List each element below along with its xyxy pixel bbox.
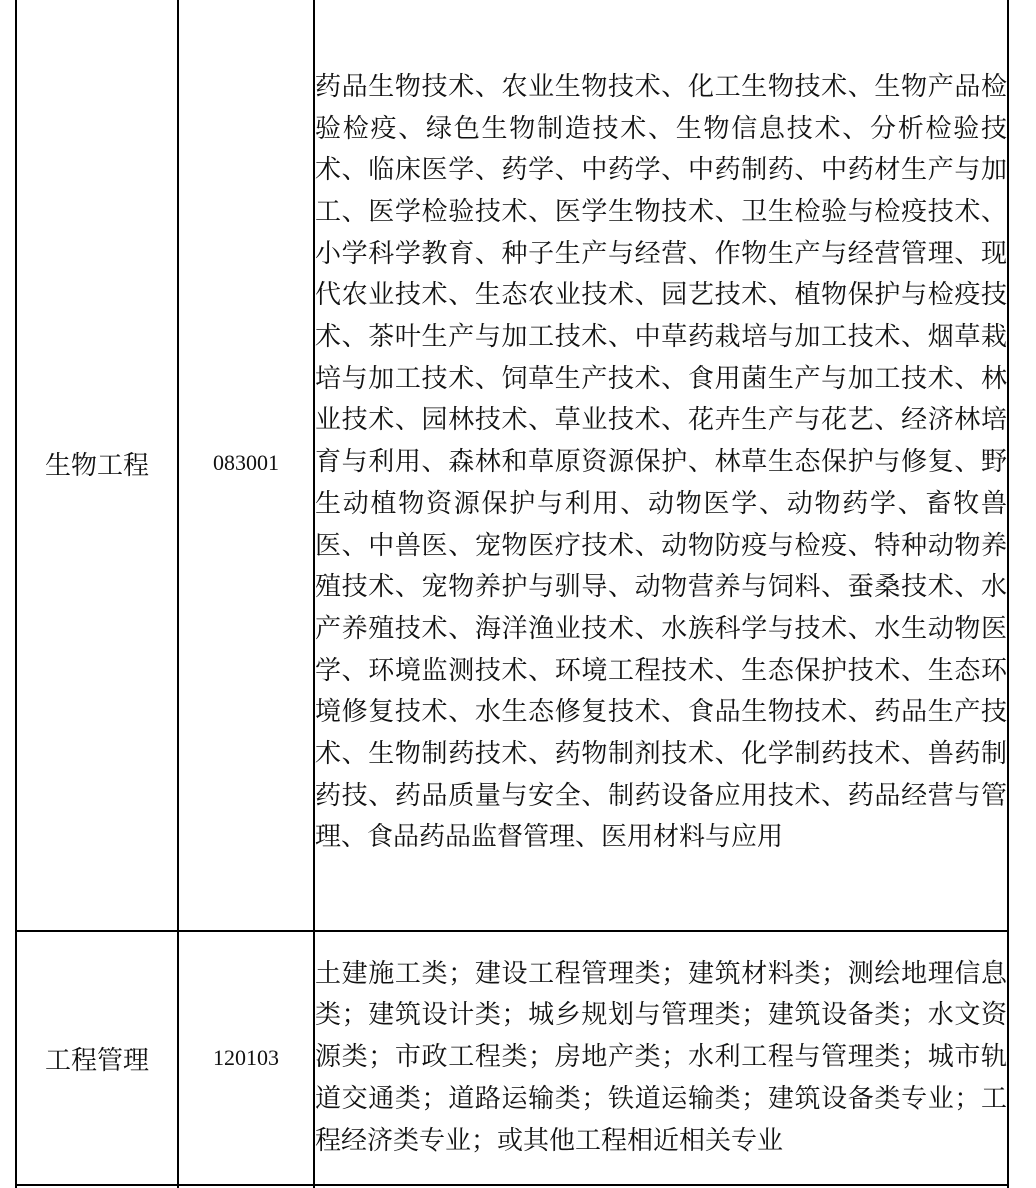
major-code-cell: 120103 [178,931,314,1185]
related-majors-cell: 土建施工类；建设工程管理类；建筑材料类；测绘地理信息类；建筑设计类；城乡规划与管理类；建筑设备类；水文资源类；市政工程类；房地产类；水利工程与管理类；城市轨道交通类；道路运输类；铁道运输类；建筑设备类专业；工程经济类专业；或其他工程相近相关专业 [314,931,1008,1185]
major-code-cell: 083001 [178,0,314,931]
table-row-bioengineering [16,0,1008,931]
major-name-cell: 生物工程 [16,0,178,931]
major-name-cell: 工程管理 [16,931,178,1185]
related-majors-cell: 药品生物技术、农业生物技术、化工生物技术、生物产品检验检疫、绿色生物制造技术、生物信息技术、分析检验技术、临床医学、药学、中药学、中药制药、中药材生产与加工、医学检验技术、医学生物技术、卫生检验与检疫技术、小学科学教育、种子生产与经营、作物生产与经营管理、现代农业技术、生态农业技术、园艺技术、植物保护与检疫技术、茶叶生产与加工技术、中草药栽培与加工技术、烟草栽培与加工技术、饲草生产技术、食用菌生产与加工技术、林业技术、园林技术、草业技术、花卉生产与花艺、经济林培育与利用、森林和草原资源保护、林草生态保护与修复、野生动植物资源保护与利用、动物医学、动物药学、畜牧兽医、中兽医、宠物医疗技术、动物防疫与检疫、特种动物养殖技术、宠物养护与驯导、动物营养与饲料、蚕桑技术、水产养殖技术、海洋渔业技术、水族科学与技术、水生动物医学、环境监测技术、环境工程技术、生态保护技术、生态环境修复技术、水生态修复技术、食品生物技术、药品生产技术、生物制药技术、药物制剂技术、化学制药技术、兽药制药技、药品质量与安全、制药设备应用技术、药品经营与管理、食品药品监督管理、医用材料与应用 [314,0,1008,931]
major-requirements-table [15,0,1009,1188]
table-row-engineering-management [16,931,1008,1185]
